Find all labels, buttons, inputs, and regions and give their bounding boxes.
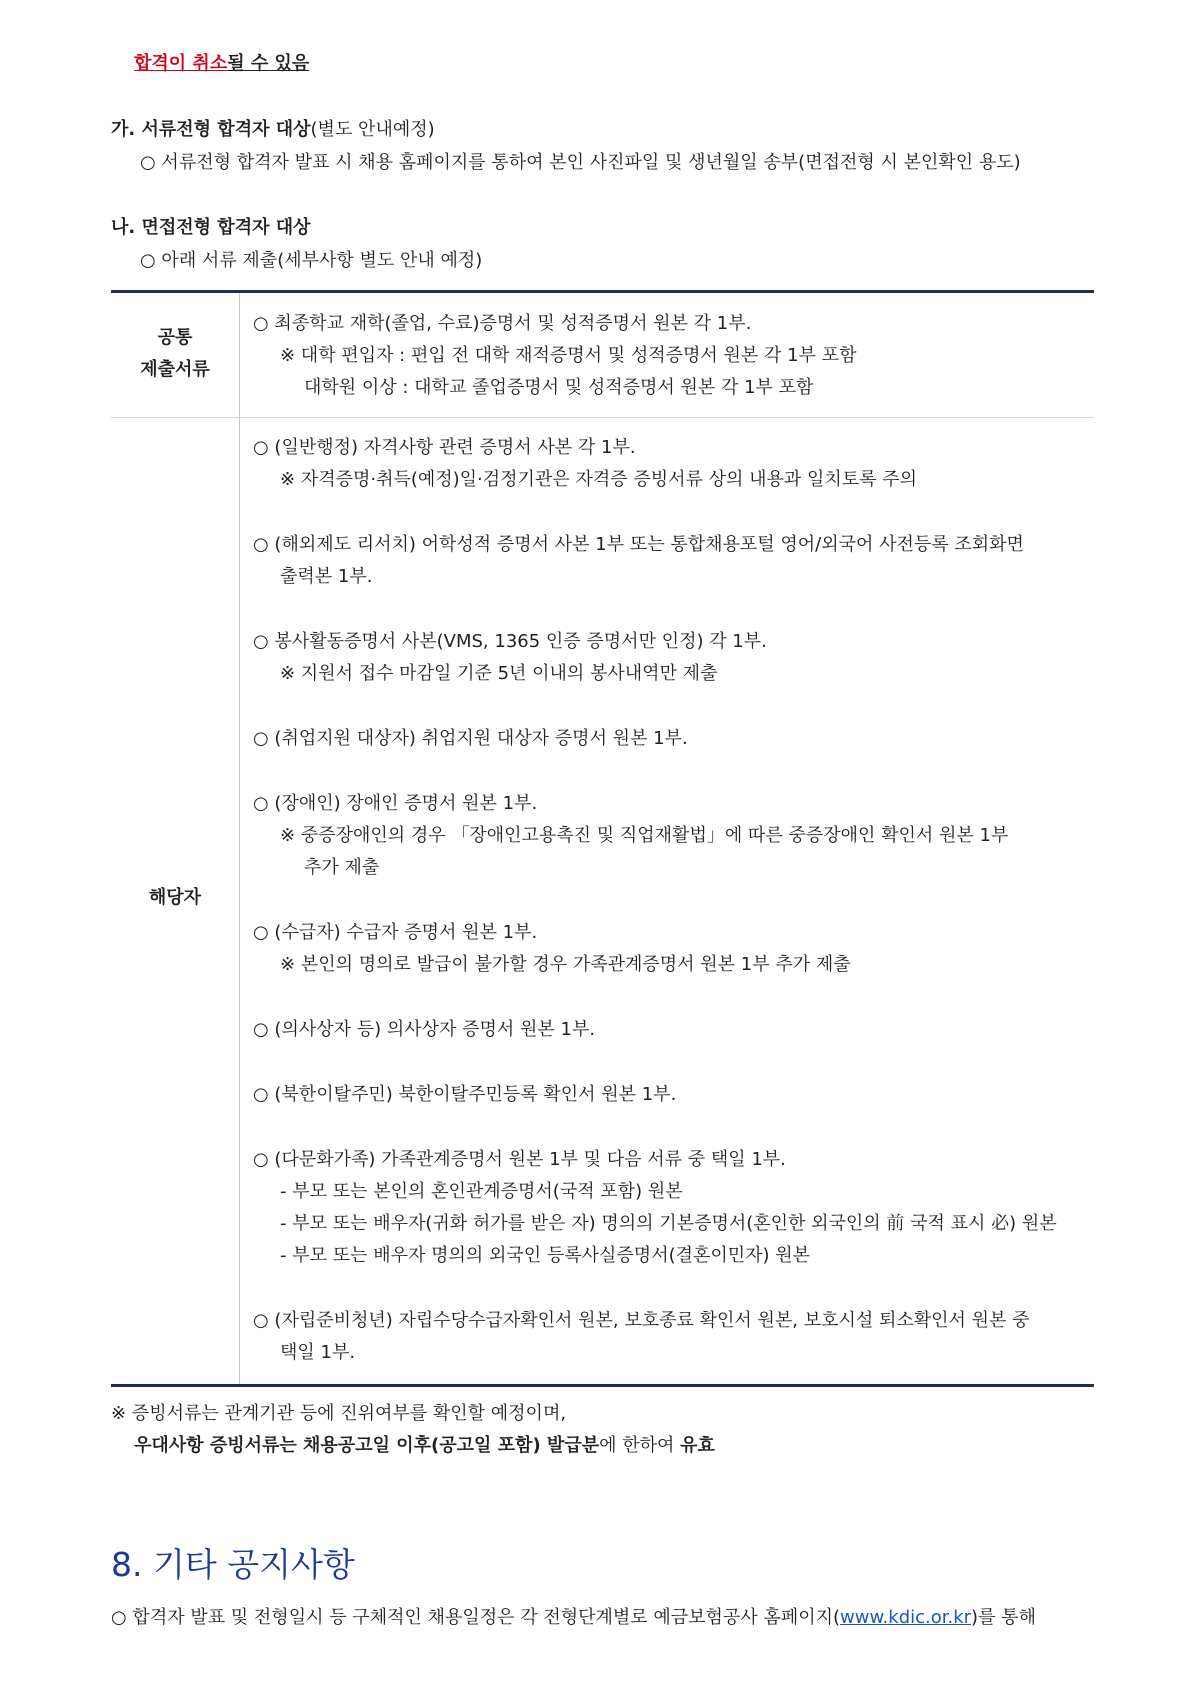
- kdic-homepage-link[interactable]: www.kdic.or.kr: [840, 1607, 972, 1628]
- section-8-title: 8. 기타 공지사항: [111, 1545, 355, 1584]
- section-8-line: [111, 1606, 1036, 1630]
- target-doc-line: ○ (다문화가족) 가족관계증명서 원본 1부 및 다음 서류 중 택일 1부.: [253, 1149, 786, 1170]
- common-docs-label-1: 공통: [157, 327, 193, 348]
- common-doc-line: ※ 대학 편입자 : 편입 전 대학 재적증명서 및 성적증명서 원본 각 1부 포함: [280, 345, 857, 366]
- section-na-heading: 나. 면접전형 합격자 대상: [111, 217, 311, 238]
- section-8-text: ○ 합격자 발표 및 전형일시 등 구체적인 채용일정은 각 전형단계별로 예금보험공사 홈페이지(: [111, 1607, 841, 1628]
- target-doc-line: ※ 자격증명·취득(예정)일·검정기관은 자격증 증빙서류 상의 내용과 일치토록 주의: [280, 469, 918, 490]
- target-doc-line: ○ (자립준비청년) 자립수당수급자확인서 원본, 보호종료 확인서 원본, 보호시설 퇴소확인서 원본 중: [253, 1310, 1030, 1331]
- common-doc-line: ○ 최종학교 재학(졸업, 수료)증명서 및 성적증명서 원본 각 1부.: [253, 313, 752, 334]
- target-doc-line: ○ (북한이탈주민) 북한이탈주민등록 확인서 원본 1부.: [253, 1084, 677, 1105]
- section-ga-title: 가. 서류전형 합격자 대상: [111, 119, 311, 140]
- footnote-plain: 에 한하여: [599, 1435, 681, 1456]
- target-doc-line: 추가 제출: [304, 857, 380, 878]
- target-doc-line: ○ (수급자) 수급자 증명서 원본 1부.: [253, 922, 538, 943]
- target-doc-line: ○ (해외제도 리서치) 어학성적 증명서 사본 1부 또는 통합채용포털 영어/외국어 사전등록 조회화면: [253, 534, 1024, 555]
- section-8-text-end: )를 통해: [971, 1607, 1036, 1628]
- target-doc-line: - 부모 또는 본인의 혼인관계증명서(국적 포함) 원본: [280, 1181, 683, 1202]
- cancel-note-red: 합격이 취소: [134, 53, 228, 74]
- target-doc-line: ※ 본인의 명의로 발급이 불가할 경우 가족관계증명서 원본 1부 추가 제출: [280, 954, 851, 975]
- target-doc-line: ○ (일반행정) 자격사항 관련 증명서 사본 각 1부.: [253, 437, 636, 458]
- table-top-border: [111, 290, 1094, 293]
- cancel-note: [134, 52, 309, 76]
- target-doc-line: ○ (의사상자 등) 의사상자 증명서 원본 1부.: [253, 1019, 596, 1040]
- target-doc-line: ※ 지원서 접수 마감일 기준 5년 이내의 봉사내역만 제출: [280, 663, 718, 684]
- target-doc-line: ○ (장애인) 장애인 증명서 원본 1부.: [253, 793, 538, 814]
- cancel-note-rest: 될 수 있음: [227, 53, 310, 74]
- target-doc-line: - 부모 또는 배우자 명의의 외국인 등록사실증명서(결혼이민자) 원본: [280, 1245, 811, 1266]
- footnote-bold-1: 우대사항 증빙서류는 채용공고일 이후(공고일 포함) 발급분: [134, 1435, 600, 1456]
- target-doc-line: 출력본 1부.: [280, 566, 373, 587]
- target-doc-line: 택일 1부.: [280, 1342, 356, 1363]
- section-ga-heading: [111, 118, 435, 142]
- section-na-item: ○ 아래 서류 제출(세부사항 별도 안내 예정): [140, 250, 483, 271]
- table-bottom-border: [111, 1384, 1094, 1387]
- target-doc-line: ○ 봉사활동증명서 사본(VMS, 1365 인증 증명서만 인정) 각 1부.: [253, 631, 767, 652]
- table-row-divider: [111, 417, 1094, 418]
- common-doc-line: 대학원 이상 : 대학교 졸업증명서 및 성적증명서 원본 각 1부 포함: [304, 377, 814, 398]
- target-doc-line: ※ 중증장애인의 경우 「장애인고용촉진 및 직업재활법」에 따른 중증장애인 확인서 원본 1부: [280, 825, 1009, 846]
- footnote-bold-2: 유효: [680, 1435, 715, 1456]
- target-doc-line: ○ (취업지원 대상자) 취업지원 대상자 증명서 원본 1부.: [253, 728, 688, 749]
- target-docs-label: 해당자: [148, 887, 202, 908]
- section-ga-item: ○ 서류전형 합격자 발표 시 채용 홈페이지를 통하여 본인 사진파일 및 생년월일 송부(면접전형 시 본인확인 용도): [140, 152, 1021, 173]
- table-column-divider: [239, 293, 240, 1384]
- footnote-line-1: ※ 증빙서류는 관계기관 등에 진위여부를 확인할 예정이며,: [111, 1403, 567, 1424]
- common-docs-label-2: 제출서류: [140, 359, 210, 380]
- footnote-line-2: [134, 1434, 715, 1458]
- target-doc-line: - 부모 또는 배우자(귀화 허가를 받은 자) 명의의 기본증명서(혼인한 외국인의 前 국적 표시 必) 원본: [280, 1213, 1057, 1234]
- section-ga-note: (별도 안내예정): [310, 119, 435, 140]
